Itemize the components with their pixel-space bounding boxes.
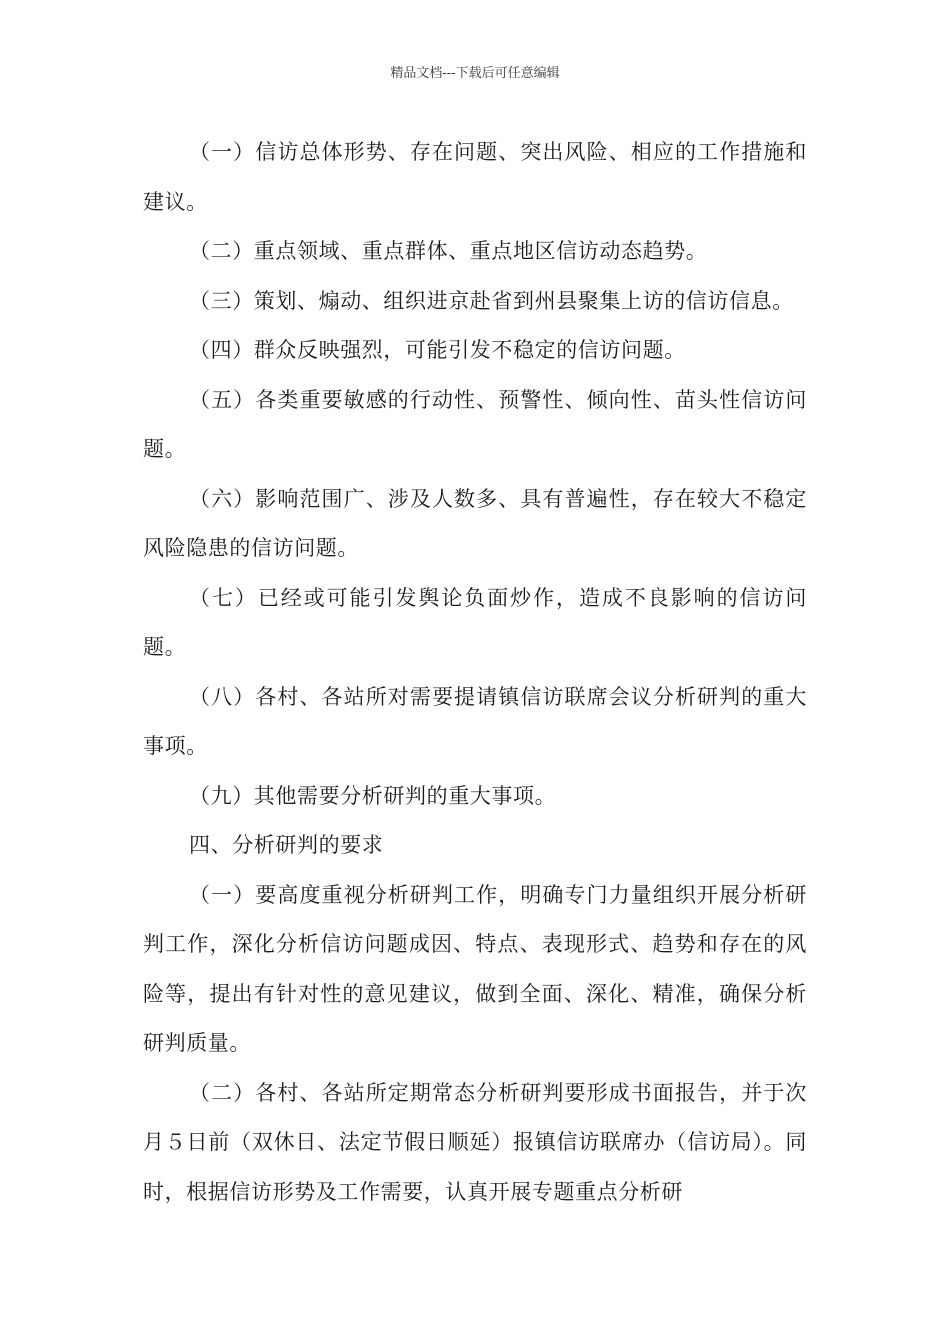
section-heading: 四、分析研判的要求 — [189, 833, 384, 857]
requirement-paragraph-2: （二）各村、各站所定期常态分析研判要形成书面报告，并于次月５日前（双休日、法定节假日顺延）报镇信访联席办（信访局）。同时，根据信访形势及工作需要，认真开展专题重点分析研 — [143, 1080, 807, 1204]
paragraph-item-5: （五）各类重要敏感的行动性、预警性、倾向性、苗头性信访问题。 — [143, 387, 807, 461]
requirement-paragraph-1: （一）要高度重视分析研判工作，明确专门力量组织开展分析研判工作，深化分析信访问题成因、特点、表现形式、趋势和存在的风险等，提出有针对性的意见建议，做到全面、深化、精准，确保分析研判质量。 — [143, 882, 807, 1055]
paragraph-item-1: （一）信访总体形势、存在问题、突出风险、相应的工作措施和建议。 — [143, 140, 807, 214]
page-header: 精品文档---下载后可任意编辑 — [390, 66, 560, 81]
paragraph-item-7: （七）已经或可能引发舆论负面炒作，造成不良影响的信访问题。 — [143, 585, 807, 659]
paragraph-item-8: （八）各村、各站所对需要提请镇信访联席会议分析研判的重大事项。 — [143, 684, 807, 758]
paragraph-item-6: （六）影响范围广、涉及人数多、具有普遍性，存在较大不稳定风险隐患的信访问题。 — [143, 486, 807, 560]
paragraph-item-3: （三）策划、煽动、组织进京赴省到州县聚集上访的信访信息。 — [189, 288, 794, 313]
paragraph-item-4: （四）群众反映强烈，可能引发不稳定的信访问题。 — [189, 338, 686, 362]
paragraph-item-9: （九）其他需要分析研判的重大事项。 — [189, 783, 557, 808]
paragraph-item-2: （二）重点领域、重点群体、重点地区信访动态趋势。 — [189, 239, 708, 263]
document-body — [143, 128, 807, 1217]
